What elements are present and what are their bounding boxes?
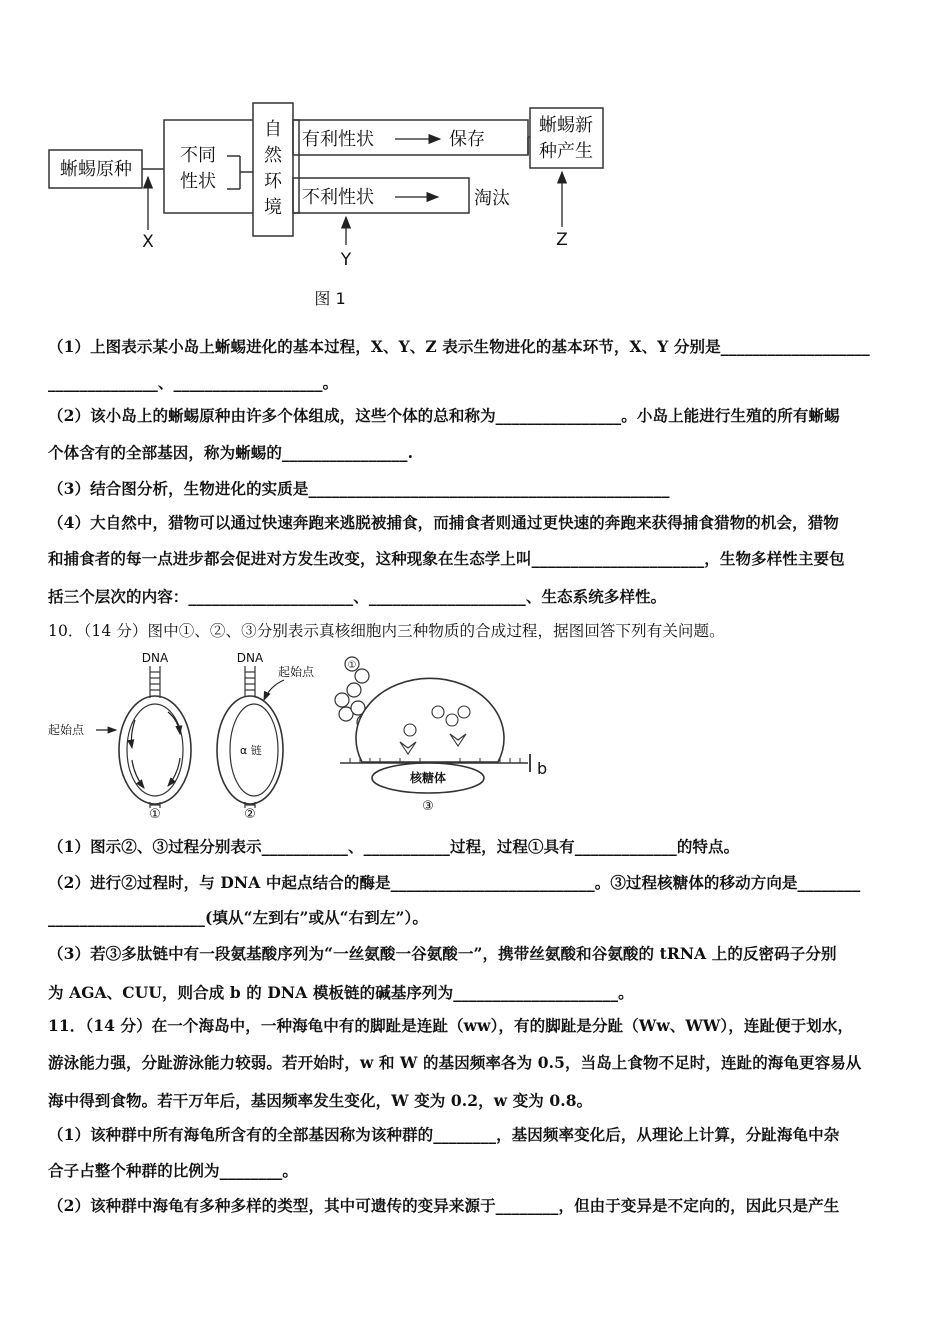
replication-bubble-inner bbox=[127, 704, 183, 796]
replication-bubble-outer bbox=[119, 696, 191, 804]
fig2-origin-left-label: 起始点 bbox=[48, 723, 85, 737]
q10-part3-line1: （3）若③多肽链中有一段氨基酸序列为“一丝氨酸一谷氨酸一”，携带丝氨酸和谷氨酸的 tRNA 上的反密码子分别 bbox=[48, 944, 837, 963]
q9-part2-line2: 个体含有的全部基因，称为蜥蜴的________________. bbox=[48, 443, 414, 462]
label-y: Y bbox=[340, 250, 352, 270]
bead-3 bbox=[347, 683, 361, 697]
fig2-label-2: ② bbox=[244, 807, 256, 820]
trna-3 bbox=[446, 714, 458, 726]
q10-header: 10．（14 分）图中①、②、③分别表示真核细胞内三种物质的合成过程，据图回答下列有关问题。 bbox=[48, 622, 725, 640]
new-species-line2: 种产生 bbox=[539, 141, 593, 162]
fig2-label-1: ① bbox=[149, 807, 161, 820]
fig2-dna-label-1: DNA bbox=[141, 651, 169, 665]
label-z: Z bbox=[556, 230, 568, 250]
bead-4 bbox=[335, 693, 349, 707]
label-x: X bbox=[142, 232, 154, 252]
fig2-b-label: b bbox=[537, 759, 548, 778]
q9-part2-line1: （2）该小岛上的蜥蜴原种由许多个体组成，这些个体的总和称为________________。小岛上能进行生殖的所有蜥蜴 bbox=[48, 406, 840, 425]
q11-header-line1: 11．（14 分）在一个海岛中，一种海龟中有的脚趾是连趾（ww），有的脚趾是分趾（Ww、WW），连趾便于划水， bbox=[48, 1016, 854, 1035]
fig2-origin-right-label: 起始点 bbox=[278, 665, 315, 679]
q10-part2-line1: （2）进行②过程时，与 DNA 中起点结合的酶是__________________________。③过程核糖体的移动方向是________ bbox=[48, 873, 861, 892]
fig2-label-3: ③ bbox=[422, 799, 434, 814]
figure-2-synthesis-processes bbox=[40, 650, 560, 820]
q9-part1-line2: ______________、___________________。 bbox=[48, 373, 339, 392]
fig2-dna-label-2: DNA bbox=[236, 651, 264, 665]
q11-header-line3: 海中得到食物。若干万年后，基因频率发生变化，W 变为 0.2，w 变为 0.8。 bbox=[48, 1091, 593, 1110]
dna-ladder-top-2 bbox=[245, 666, 255, 696]
original-species-label: 蜥蜴原种 bbox=[60, 159, 132, 180]
dna-ladder-top-1 bbox=[150, 666, 160, 698]
ribosome-large-subunit bbox=[356, 678, 504, 762]
ribosome-label: 核糖体 bbox=[409, 771, 447, 785]
q10-part3-line2: 为 AGA、CUU，则合成 b 的 DNA 模板链的碱基序列为_____________________。 bbox=[48, 983, 634, 1002]
traits-line1: 不同 bbox=[180, 145, 216, 166]
trna-2 bbox=[432, 706, 444, 718]
q11-part2-line1: （2）该种群中海龟有多种多样的类型，其中可遗传的变异来源于________，但由于变异是不定向的，因此只是产生 bbox=[48, 1196, 840, 1215]
nature-char-2: 然 bbox=[264, 145, 282, 166]
trna-1 bbox=[404, 724, 416, 736]
figure-1-lizard-evolution bbox=[40, 95, 660, 315]
q9-part3: （3）结合图分析，生物进化的实质是______________________________________________ bbox=[48, 479, 670, 498]
bead-1-label: ① bbox=[347, 660, 357, 671]
nature-char-4: 境 bbox=[264, 197, 282, 218]
q11-part1-line2: 合子占整个种群的比例为________。 bbox=[48, 1161, 299, 1180]
traits-line2: 性状 bbox=[180, 171, 216, 192]
nature-char-3: 环 bbox=[264, 171, 282, 192]
q9-part4-line1: （4）大自然中，猎物可以通过快速奔跑来逃脱被捕食，而捕食者则通过更快速的奔跑来获得捕食猎物的机会，猎物 bbox=[48, 513, 839, 532]
q10-part1: （1）图示②、③过程分别表示___________、___________过程，过程①具有_____________的特点。 bbox=[48, 837, 740, 856]
q9-part1-line1: （1）上图表示某小岛上蜥蜴进化的基本过程，X、Y、Z 表示生物进化的基本环节，X、Y 分别是___________________ bbox=[48, 337, 870, 356]
preserve-label: 保存 bbox=[449, 129, 485, 150]
bead-2 bbox=[355, 669, 369, 683]
figure-1-caption: 图 1 bbox=[314, 289, 346, 308]
nature-char-1: 自 bbox=[264, 119, 282, 140]
favorable-label: 有利性状 bbox=[302, 129, 374, 150]
q11-part1-line1: （1）该种群中所有海龟所含有的全部基因称为该种群的________，基因频率变化后，从理论上计算，分趾海龟中杂 bbox=[48, 1125, 840, 1144]
fig2-alpha-chain-label: α 链 bbox=[240, 744, 262, 757]
new-species-line1: 蜥蜴新 bbox=[539, 115, 593, 136]
unfavorable-label: 不利性状 bbox=[302, 187, 374, 208]
q11-header-line2: 游泳能力强，分趾游泳能力较弱。若开始时，w 和 W 的基因频率各为 0.5，当岛上食物不足时，连趾的海龟更容易从 bbox=[48, 1053, 862, 1072]
q9-part4-line3: 括三个层次的内容：_____________________、____________________、生态系统多样性。 bbox=[48, 587, 667, 606]
q10-part2-line2: ____________________(填从“左到右”或从“右到左”）。 bbox=[48, 908, 428, 927]
trna-4 bbox=[458, 706, 470, 718]
q9-part4-line2: 和捕食者的每一点进步都会促进对方发生改变，这种现象在生态学上叫______________________，生物多样性主要包 bbox=[48, 549, 845, 568]
eliminate-label: 淘汰 bbox=[474, 188, 510, 209]
